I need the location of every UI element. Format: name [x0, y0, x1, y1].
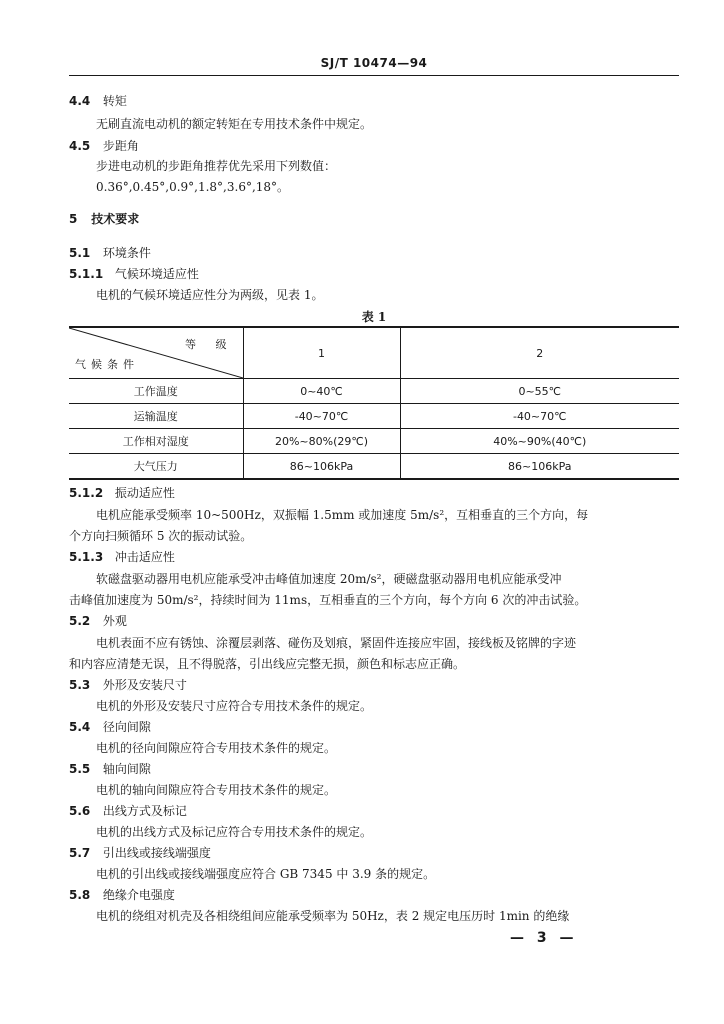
row-label: 运输温度	[69, 404, 243, 429]
corner-label-grade: 等 级	[185, 338, 235, 351]
section-title: 轴向间隙	[102, 762, 151, 776]
section-5-1-2-heading	[69, 485, 175, 501]
section-number: 5.2	[69, 614, 91, 628]
document-header: SJ/T 10474—94	[320, 56, 428, 70]
section-5-6-body: 电机的出线方式及标记应符合专用技术条件的规定。	[96, 825, 373, 839]
row-value-2: 40%~90%(40℃)	[400, 429, 679, 454]
table-header-row	[69, 327, 679, 379]
section-title: 径向间隙	[102, 720, 151, 734]
climate-table	[69, 326, 679, 480]
section-5-heading	[69, 211, 139, 227]
section-title: 环境条件	[102, 246, 151, 260]
section-number: 5.6	[69, 804, 91, 818]
table-row	[69, 429, 679, 454]
section-5-4-body: 电机的径向间隙应符合专用技术条件的规定。	[96, 741, 337, 755]
section-5-1-2-body-line-1: 电机应能承受频率 10~500Hz，双振幅 1.5mm 或加速度 5m/s²，互相垂直的三个方向，每	[96, 508, 589, 522]
section-5-1-1-heading	[69, 266, 199, 282]
section-number: 5.4	[69, 720, 91, 734]
section-5-3-heading	[69, 677, 187, 693]
row-value-1: -40~70℃	[243, 404, 400, 429]
table-corner-cell	[69, 327, 243, 379]
row-value-1: 0~40℃	[243, 379, 400, 404]
row-label: 工作相对湿度	[69, 429, 243, 454]
row-value-1: 20%~80%(29℃)	[243, 429, 400, 454]
row-value-2: -40~70℃	[400, 404, 679, 429]
section-4-4-heading	[69, 93, 127, 109]
section-4-4-body: 无刷直流电动机的额定转矩在专用技术条件中规定。	[96, 117, 373, 131]
section-title: 引出线或接线端强度	[102, 846, 211, 860]
section-number: 4.4	[69, 94, 91, 108]
section-title: 气候环境适应性	[114, 267, 199, 281]
section-title: 绝缘介电强度	[102, 888, 175, 902]
section-title: 技术要求	[91, 212, 140, 226]
header-rule	[69, 75, 679, 76]
section-title: 外观	[102, 614, 127, 628]
section-number: 5.1.3	[69, 550, 104, 564]
section-number: 5.8	[69, 888, 91, 902]
section-5-1-3-heading	[69, 549, 175, 565]
table-row	[69, 454, 679, 480]
section-5-8-body: 电机的绕组对机壳及各相绕组间应能承受频率为 50Hz，表 2 规定电压历时 1min 的绝缘	[96, 909, 570, 923]
section-5-4-heading	[69, 719, 151, 735]
section-number: 5.7	[69, 846, 91, 860]
section-number: 5.1.1	[69, 267, 104, 281]
section-4-5-body: 步进电动机的步距角推荐优先采用下列数值：	[96, 159, 337, 173]
section-5-7-body: 电机的引出线或接线端强度应符合 GB 7345 中 3.9 条的规定。	[96, 867, 436, 881]
row-value-2: 0~55℃	[400, 379, 679, 404]
section-title: 转矩	[102, 94, 127, 108]
page-number: — 3 —	[510, 930, 578, 946]
table-row	[69, 404, 679, 429]
section-5-1-3-body-line-1: 软磁盘驱动器用电机应能承受冲击峰值加速度 20m/s²，硬磁盘驱动器用电机应能承受冲	[96, 572, 562, 586]
section-5-5-body: 电机的轴向间隙应符合专用技术条件的规定。	[96, 783, 337, 797]
table-row	[69, 379, 679, 404]
row-value-2: 86~106kPa	[400, 454, 679, 480]
row-label: 工作温度	[69, 379, 243, 404]
section-5-1-2-body-line-2: 个方向扫频循环 5 次的振动试验。	[69, 529, 253, 543]
column-header-1: 1	[243, 327, 400, 379]
section-number: 4.5	[69, 139, 91, 153]
section-5-2-heading	[69, 613, 127, 629]
section-number: 5.1	[69, 246, 91, 260]
section-title: 出线方式及标记	[102, 804, 187, 818]
section-5-2-body-line-2: 和内容应清楚无误，且不得脱落，引出线应完整无损，颜色和标志应正确。	[69, 657, 466, 671]
section-number: 5.1.2	[69, 486, 104, 500]
section-number: 5	[69, 212, 78, 226]
section-5-8-heading	[69, 887, 175, 903]
section-5-2-body-line-1: 电机表面不应有锈蚀、涂覆层剥落、碰伤及划痕，紧固件连接应牢固，接线板及铭牌的字迹	[96, 636, 577, 650]
corner-label-climate: 气候条件	[75, 358, 139, 371]
section-number: 5.3	[69, 678, 91, 692]
section-5-3-body: 电机的外形及安装尺寸应符合专用技术条件的规定。	[96, 699, 373, 713]
row-label: 大气压力	[69, 454, 243, 480]
section-title: 振动适应性	[114, 486, 175, 500]
section-title: 外形及安装尺寸	[102, 678, 187, 692]
section-4-5-heading	[69, 138, 139, 154]
section-5-1-3-body-line-2: 击峰值加速度为 50m/s²，持续时间为 11ms，互相垂直的三个方向，每个方向 6 次的冲击试验。	[69, 593, 587, 607]
column-header-2: 2	[400, 327, 679, 379]
section-title: 冲击适应性	[114, 550, 175, 564]
section-5-1-heading	[69, 245, 151, 261]
table-caption: 表 1	[361, 310, 387, 324]
section-5-5-heading	[69, 761, 151, 777]
section-5-1-1-body: 电机的气候环境适应性分为两级，见表 1。	[96, 288, 324, 302]
step-angle-values: 0.36°,0.45°,0.9°,1.8°,3.6°,18°。	[96, 180, 290, 194]
section-5-7-heading	[69, 845, 211, 861]
section-5-6-heading	[69, 803, 187, 819]
section-title: 步距角	[102, 139, 139, 153]
row-value-1: 86~106kPa	[243, 454, 400, 480]
section-number: 5.5	[69, 762, 91, 776]
